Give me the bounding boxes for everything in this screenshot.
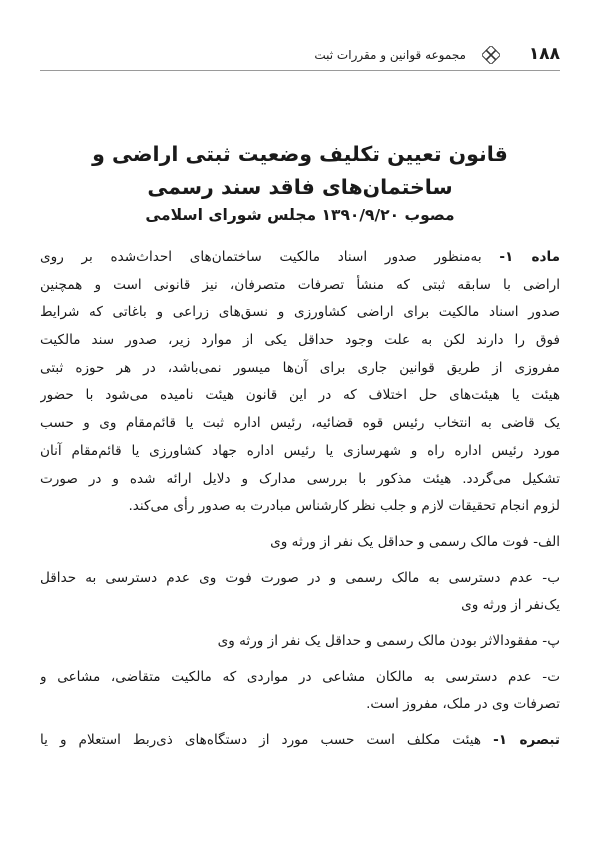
page-number: ۱۸۸	[528, 44, 560, 64]
clause-te-line-2: تصرفات وی در ملک، مفروز است.	[366, 696, 560, 713]
note-1-label: تبصره ۱-	[493, 732, 560, 748]
law-body	[40, 244, 560, 755]
article-1-line: صدور اسناد مالکیت برای اراضی کشاورزی و نسق‌های زراعی و باغاتی که شرایط	[40, 304, 560, 321]
article-1-line: مفروزی از طریق قوانین جاری برای آن‌ها میسور نمی‌باشد، در هر حوزه ثبتی	[40, 359, 560, 376]
article-1-first-line: به‌منظور صدور اسناد مالکیت ساختمان‌های احداث‌شده بر روی	[40, 249, 482, 265]
article-1-label: ماده ۱-	[499, 249, 560, 265]
approval-date: مصوب ۱۳۹۰/۹/۲۰ مجلس شورای اسلامی	[145, 206, 455, 224]
note-1-line	[40, 727, 560, 755]
law-title	[60, 138, 540, 204]
clause-te-line-1: ت- عدم دسترسی به مالکان مشاعی در مواردی که مالکیت متقاضی، مشاعی و	[40, 668, 560, 685]
article-1-line: تشکیل می‌گردد. هیئت مذکور با بررسی مدارک و دلایل ارائه شده و در صورت	[40, 470, 560, 487]
book-title: مجموعه قوانین و مقررات ثبت	[314, 48, 466, 62]
clause-be-line-1: ب- عدم دسترسی به مالک رسمی و در صورت فوت وی عدم دسترسی به حداقل	[40, 569, 560, 586]
article-1-line: یک قاضی به انتخاب رئیس قوه قضائیه، رئیس اداره ثبت یا قائم‌مقام وی و حسب	[40, 415, 560, 432]
article-1-line	[40, 244, 560, 272]
header-divider	[40, 70, 560, 71]
article-1-line: فوق را دارند لکن به علت وجود حداقل یکی از موارد زیر، صدور سند مالکیت	[40, 332, 560, 349]
article-1-last-line: لزوم انجام تحقیقات لازم و جلب نظر کارشناس مبادرت به صدور رأی می‌کند.	[128, 498, 560, 515]
article-1-line: مورد رئیس اداره راه و شهرسازی یا رئیس اداره جهاد کشاورزی یا قائم‌مقام آنان	[40, 442, 560, 459]
diamond-ornament-icon	[482, 46, 500, 64]
clause-be-line-2: یک‌نفر از ورثه وی	[461, 597, 560, 614]
law-title-line-2: ساختمان‌های فاقد سند رسمی	[147, 175, 453, 199]
article-1-line: اراضی با سابقه ثبتی که منشأ تصرفات متصرفان، نیز قانونی است و همچنین	[40, 276, 560, 293]
clause-pe: پ- مفقودالاثر بودن مالک رسمی و حداقل یک نفر از ورثه وی	[217, 632, 560, 649]
clause-alef: الف- فوت مالک رسمی و حداقل یک نفر از ورثه وی	[270, 533, 560, 550]
article-1-line: هیئت یا هیئت‌های حل اختلاف که در این قانون هیئت نامیده می‌شود با حضور	[40, 387, 560, 404]
note-1-text: هیئت مکلف است حسب مورد از دستگاه‌های ذی‌ربط استعلام و یا	[40, 732, 482, 748]
law-title-line-1: قانون تعیین تکلیف وضعیت ثبتی اراضی و	[92, 142, 508, 166]
